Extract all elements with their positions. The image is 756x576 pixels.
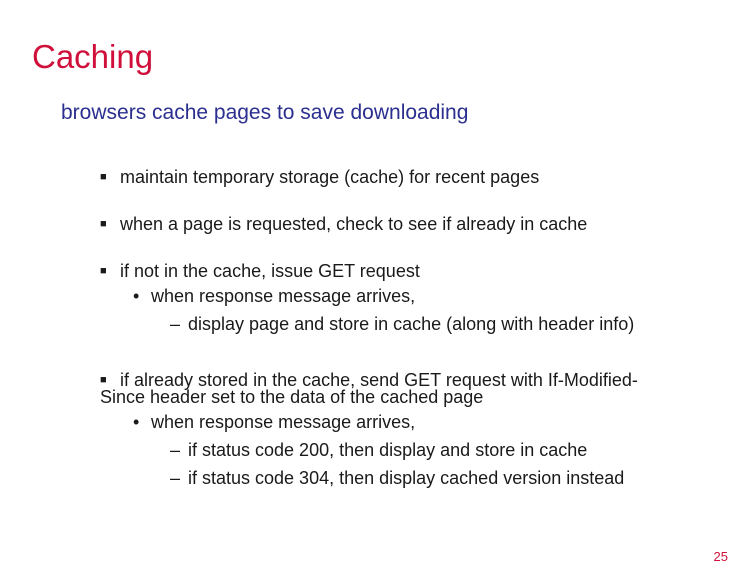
square-bullet-icon: ■ xyxy=(100,218,107,230)
dash-bullet-icon: – xyxy=(170,440,181,460)
page-number: 25 xyxy=(713,549,728,564)
bullet-text: maintain temporary storage (cache) for recent pages xyxy=(120,167,540,187)
sub-sub-bullet-text: if status code 304, then display cached version instead xyxy=(188,468,625,488)
bullet-text: if already stored in the cache, send GET request with If-Modified- xyxy=(120,370,638,390)
bullet-text: when a page is requested, check to see if already in cache xyxy=(120,214,588,234)
square-bullet-icon: ■ xyxy=(100,265,107,277)
bullet-text: if not in the cache, issue GET request xyxy=(120,261,420,281)
dot-bullet-icon: • xyxy=(133,286,140,306)
sub-bullet-text: when response message arrives, xyxy=(151,412,416,432)
square-bullet-icon: ■ xyxy=(100,374,107,386)
slide-subtitle: browsers cache pages to save downloading xyxy=(61,101,469,124)
square-bullet-icon: ■ xyxy=(100,171,107,183)
slide-title: Caching xyxy=(32,38,154,75)
sub-sub-bullet-text: if status code 200, then display and store in cache xyxy=(188,440,588,460)
sub-sub-bullet-text: display page and store in cache (along with header info) xyxy=(188,314,635,334)
dash-bullet-icon: – xyxy=(170,314,181,334)
sub-bullet-text: when response message arrives, xyxy=(151,286,416,306)
dot-bullet-icon: • xyxy=(133,412,140,432)
dash-bullet-icon: – xyxy=(170,468,181,488)
bullet-continuation-text: Since header set to the data of the cached page xyxy=(100,387,484,407)
